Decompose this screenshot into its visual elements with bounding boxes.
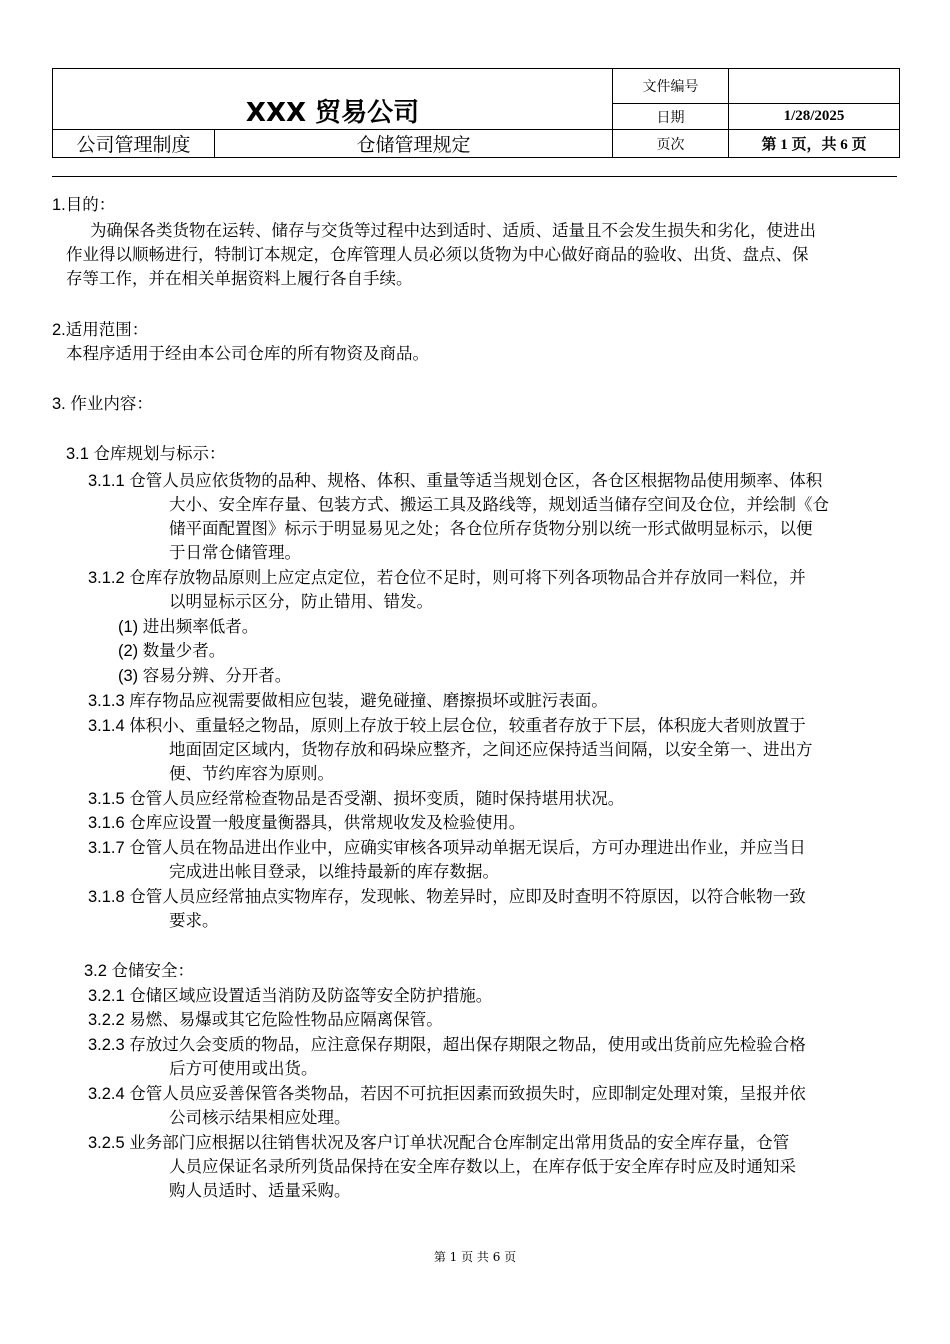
section-number: 3.1.3 [88,692,130,710]
section-number: 3.2.3 [88,1036,130,1054]
line-text: 后方可使用或出货。 [169,1059,318,1078]
section-line [88,470,822,492]
section-number: 3.1.5 [88,790,130,808]
section-line [84,960,194,982]
page-value: 第 1 页，共 6 页 [729,130,900,158]
line-text: 目的： [65,195,116,214]
text-line [169,1058,318,1080]
line-text: 作业得以顺畅进行，特制订本规定，仓库管理人员必须以货物为中心做好商品的验收、出货、盘点、保 [66,245,809,264]
text-line [66,244,809,266]
company-name: XXX 贸易公司 [53,69,613,130]
section-number: 3.2.4 [88,1085,130,1103]
doc-number-value [729,69,900,104]
section-number: 3.1.2 [88,569,130,587]
text-line [169,518,813,540]
text-line [169,494,829,516]
line-text: 仓管人员应经常检查物品是否受潮、损坏变质，随时保持堪用状况。 [129,789,625,808]
section-line [88,1034,806,1056]
date-label: 日期 [613,104,729,130]
text-line [169,861,499,883]
section-line [88,1132,789,1154]
text-line [169,739,813,761]
document-header [52,68,899,157]
section-line [52,393,153,415]
line-text: 于日常仓储管理。 [169,543,301,562]
line-text: 易燃、易爆或其它危险性物品应隔离保管。 [129,1010,443,1029]
text-line [169,591,433,613]
line-text: 仓库规划与标示： [93,444,226,463]
line-text: 储平面配置图》标示于明显易见之处；各仓位所存货物分别以统一形式做明显标示，以便 [169,519,813,538]
section-number: (2) [118,642,143,660]
line-text: 地面固定区域内，货物存放和码垛应整齐，之间还应保持适当间隔，以安全第一、进出方 [169,740,813,759]
section-number: 3.2 [84,962,112,980]
section-line [88,1083,806,1105]
doc-number-label: 文件编号 [613,69,729,104]
section-line [118,616,258,638]
section-number: (3) [118,667,143,685]
section-line [88,812,525,834]
section-line [52,319,148,341]
line-text: 仓储区域应设置适当消防及防盗等安全防护措施。 [129,986,493,1005]
line-text: 仓管人员应经常抽点实物库存，发现帐、物差异时，应即及时查明不符原因，以符合帐物一致 [129,887,806,906]
page-footer: 第 1 页 共 6 页 [433,1250,517,1264]
section-line [88,788,624,810]
line-text: 仓库应设置一般度量衡器具，供常规收发及检验使用。 [129,813,526,832]
section-number: 3.1.7 [88,839,130,857]
line-text: 要求。 [169,911,219,930]
text-line [90,220,816,242]
line-text: 业务部门应根据以往销售状况及客户订单状况配合仓库制定出常用货品的安全库存量，仓管 [129,1133,790,1152]
section-line [88,837,806,859]
text-line [169,910,219,932]
section-line [88,1009,443,1031]
line-text: 仓管人员应妥善保管各类物品，若因不可抗拒因素而致损失时，应即制定处理对策，呈报并依 [129,1084,806,1103]
text-line [169,1156,796,1178]
text-line [66,268,413,290]
line-text: 仓储安全： [111,961,195,980]
section-line [118,640,225,662]
text-line [169,542,301,564]
section-number: 3.1.8 [88,888,130,906]
section-line [88,886,806,908]
section-number: 3.2.2 [88,1011,130,1029]
section-line [88,985,492,1007]
section-number: 1. [52,196,66,214]
section-number: 2. [52,321,66,339]
section-line [88,567,806,589]
line-text: 存等工作，并在相关单据资料上履行各自手续。 [66,269,413,288]
system-name: 公司管理制度 [53,130,215,158]
line-text: 库存物品应视需要做相应包装，避免碰撞、磨擦损坏或脏污表面。 [129,691,608,710]
document-title: 仓储管理规定 [215,130,613,158]
text-line [169,763,334,785]
section-number: 3.2.5 [88,1134,130,1152]
text-line [169,1180,351,1202]
line-text: 数量少者。 [142,641,226,660]
section-number: 3.1 [66,445,94,463]
line-text: 仓管人员应依货物的品种、规格、体积、重量等适当规划仓区，各仓区根据物品使用频率、体积 [129,471,823,490]
section-number: 3.2.1 [88,987,130,1005]
section-line [118,665,291,687]
section-number: (1) [118,618,143,636]
section-line [52,194,115,216]
line-text: 仓库存放物品原则上应定点定位，若仓位不足时，则可将下列各项物品合并存放同一料位，并 [129,568,806,587]
line-text: 大小、安全库存量、包装方式、搬运工具及路线等，规划适当储存空间及仓位，并绘制《仓 [169,495,829,514]
line-text: 完成进出帐目登录，以维持最新的库存数据。 [169,862,499,881]
text-line [66,343,429,365]
line-text: 仓管人员在物品进出作业中，应确实审核各项异动单据无误后，方可办理进出作业，并应当日 [129,838,806,857]
section-number: 3.1.1 [88,472,130,490]
header-divider [52,176,897,177]
date-value: 1/28/2025 [729,104,900,130]
line-text: 公司核示结果相应处理。 [169,1108,351,1127]
line-text: 适用范围： [65,320,149,339]
section-number: 3.1.4 [88,717,130,735]
line-text: 购人员适时、适量采购。 [169,1181,351,1200]
page-label: 页次 [613,130,729,158]
line-text: 本程序适用于经由本公司仓库的所有物资及商品。 [66,344,429,363]
line-text: 以明显标示区分，防止错用、错发。 [169,592,433,611]
line-text: 为确保各类货物在运转、储存与交货等过程中达到适时、适质、适量且不会发生损失和劣化，使进出 [90,221,816,240]
line-text: 进出频率低者。 [142,617,259,636]
text-line [169,1107,351,1129]
section-line [66,443,226,465]
line-text: 容易分辨、分开者。 [142,666,292,685]
line-text: 存放过久会变质的物品，应注意保存期限，超出保存期限之物品，使用或出货前应先检验合格 [129,1035,806,1054]
section-line [88,690,608,712]
line-text: 便、节约库容为原则。 [169,764,334,783]
line-text: 作业内容： [70,394,153,413]
section-number: 3.1.6 [88,814,130,832]
line-text: 人员应保证名录所列货品保持在安全库存数以上，在库存低于安全库存时应及时通知采 [169,1157,796,1176]
section-line [88,715,806,737]
line-text: 体积小、重量轻之物品，原则上存放于较上层仓位，较重者存放于下层，体积庞大者则放置于 [129,716,806,735]
section-number: 3. [52,395,71,413]
